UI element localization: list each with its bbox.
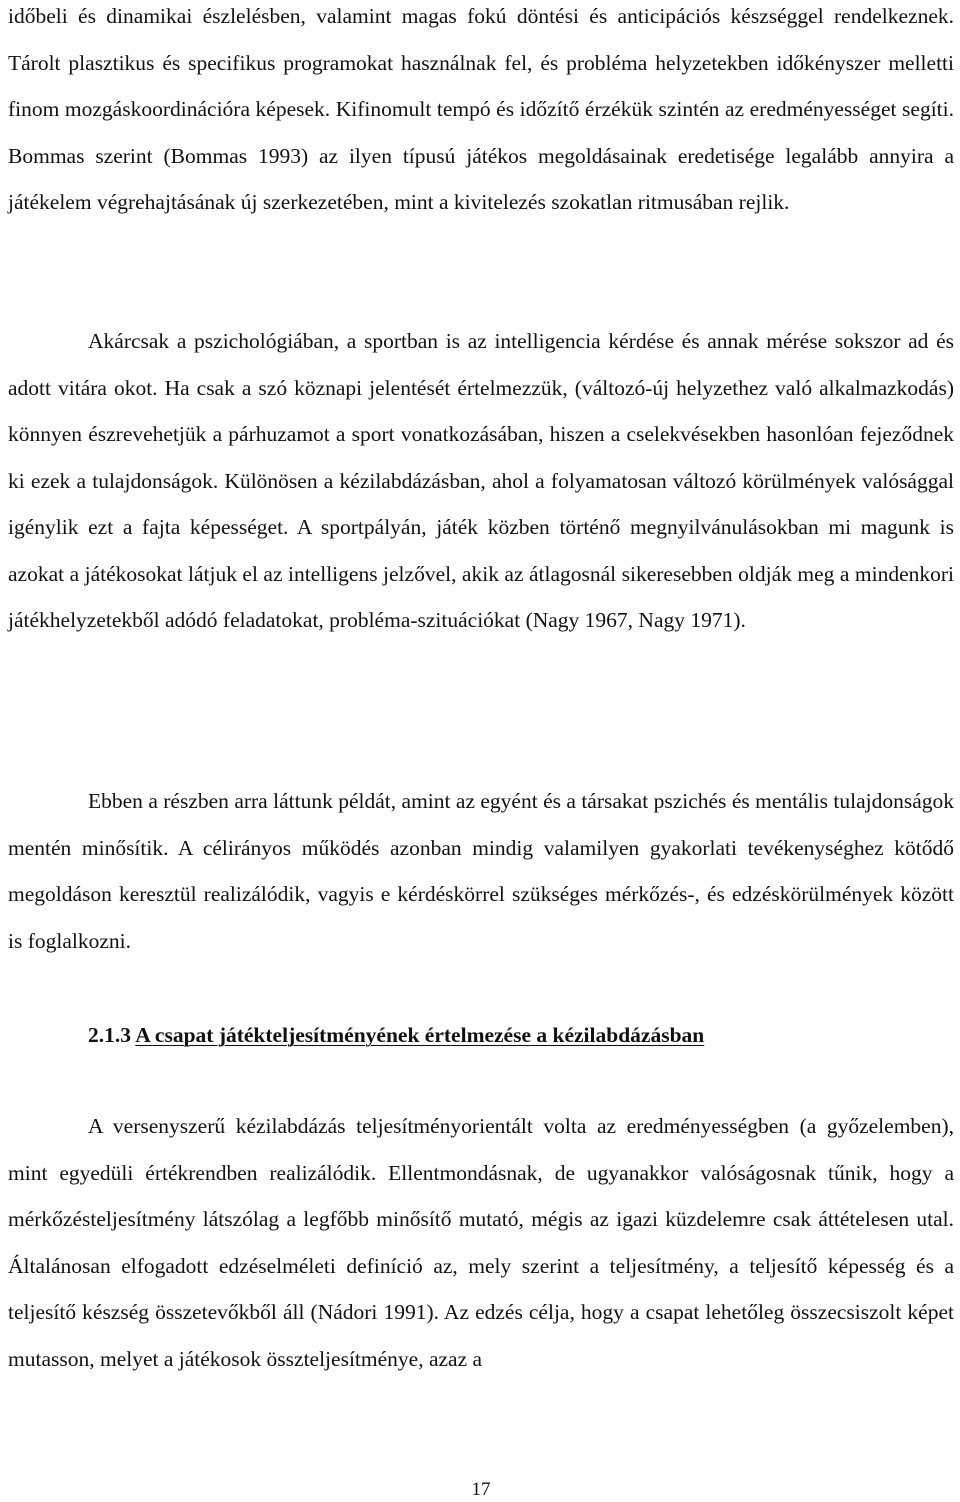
document-page — [8, 0, 954, 1500]
paragraph-team-performance: A versenyszerű kézilabdázás teljesítményorientált volta az eredményességben (a győzelemben), mint egyedüli értékrendben realizálódik. Ellentmondásnak, de ugyanakkor valóságosnak tűnik, hogy a mérkőzésteljesítmény látszólag a legfőbb minősítő mutató, mégis az igazi küzdelemre csak áttételesen utal. Általánosan elfogadott edzéselméleti definíció az, mely szerint a teljesítmény, a teljesítő képesség és a teljesítő készség összetevőkből áll (Nádori 1991). Az edzés célja, hogy a csapat lehetőleg összecsiszolt képet mutasson, melyet a játékosok összteljesítménye, azaz a — [8, 1114, 954, 1371]
paragraph-section-summary: Ebben a részben arra láttunk példát, amint az egyént és a társakat pszichés és mentális tulajdonságok mentén minősítik. A célirányos működés azonban mindig valamilyen gyakorlati tevékenységhez kötődő megoldáson keresztül realizálódik, vagyis e kérdéskörrel szükséges mérkőzés-, és edzéskörülmények között is foglalkozni. — [8, 789, 954, 953]
page-number: 17 — [471, 1479, 491, 1500]
section-number: 2.1.3 — [88, 1023, 131, 1047]
section-title: A csapat játékteljesítményének értelmezése a kézilabdázásban — [135, 1023, 705, 1047]
paragraph-player-skills: időbeli és dinamikai észlelésben, valamint magas fokú döntési és anticipációs készséggel rendelkeznek. Tárolt plasztikus és specifikus programokat használnak fel, és probléma helyzetekben időkényszer melletti finom mozgáskoordinációra képesek. Kifinomult tempó és időzítő érzékük szintén az eredményességet segíti. Bommas szerint (Bommas 1993) az ilyen típusú játékos megoldásainak eredetisége legalább annyira a játékelem végrehajtásának új szerkezetében, mint a kivitelezés szokatlan ritmusában rejlik. — [8, 4, 954, 214]
section-heading — [88, 1012, 704, 1058]
paragraph-intelligence-in-sport: Akárcsak a pszichológiában, a sportban is az intelligencia kérdése és annak mérése sokszor ad és adott vitára okot. Ha csak a szó köznapi jelentését értelmezzük, (változó-új helyzethez való alkalmazkodás) könnyen észrevehetjük a párhuzamot a sport vonatkozásában, hiszen a cselekvésekben hasonlóan fejeződnek ki ezek a tulajdonságok. Különösen a kézilabdázásban, ahol a folyamatosan változó körülmények valósággal igénylik ezt a fajta képességet. A sportpályán, játék közben történő megnyilvánulásokban mi magunk is azokat a játékosokat látjuk el az intelligens jelzővel, akik az átlagosnál sikeresebben oldják meg a mindenkori játékhelyzetekből adódó feladatokat, probléma-szituációkat (Nagy 1967, Nagy 1971). — [8, 329, 954, 632]
